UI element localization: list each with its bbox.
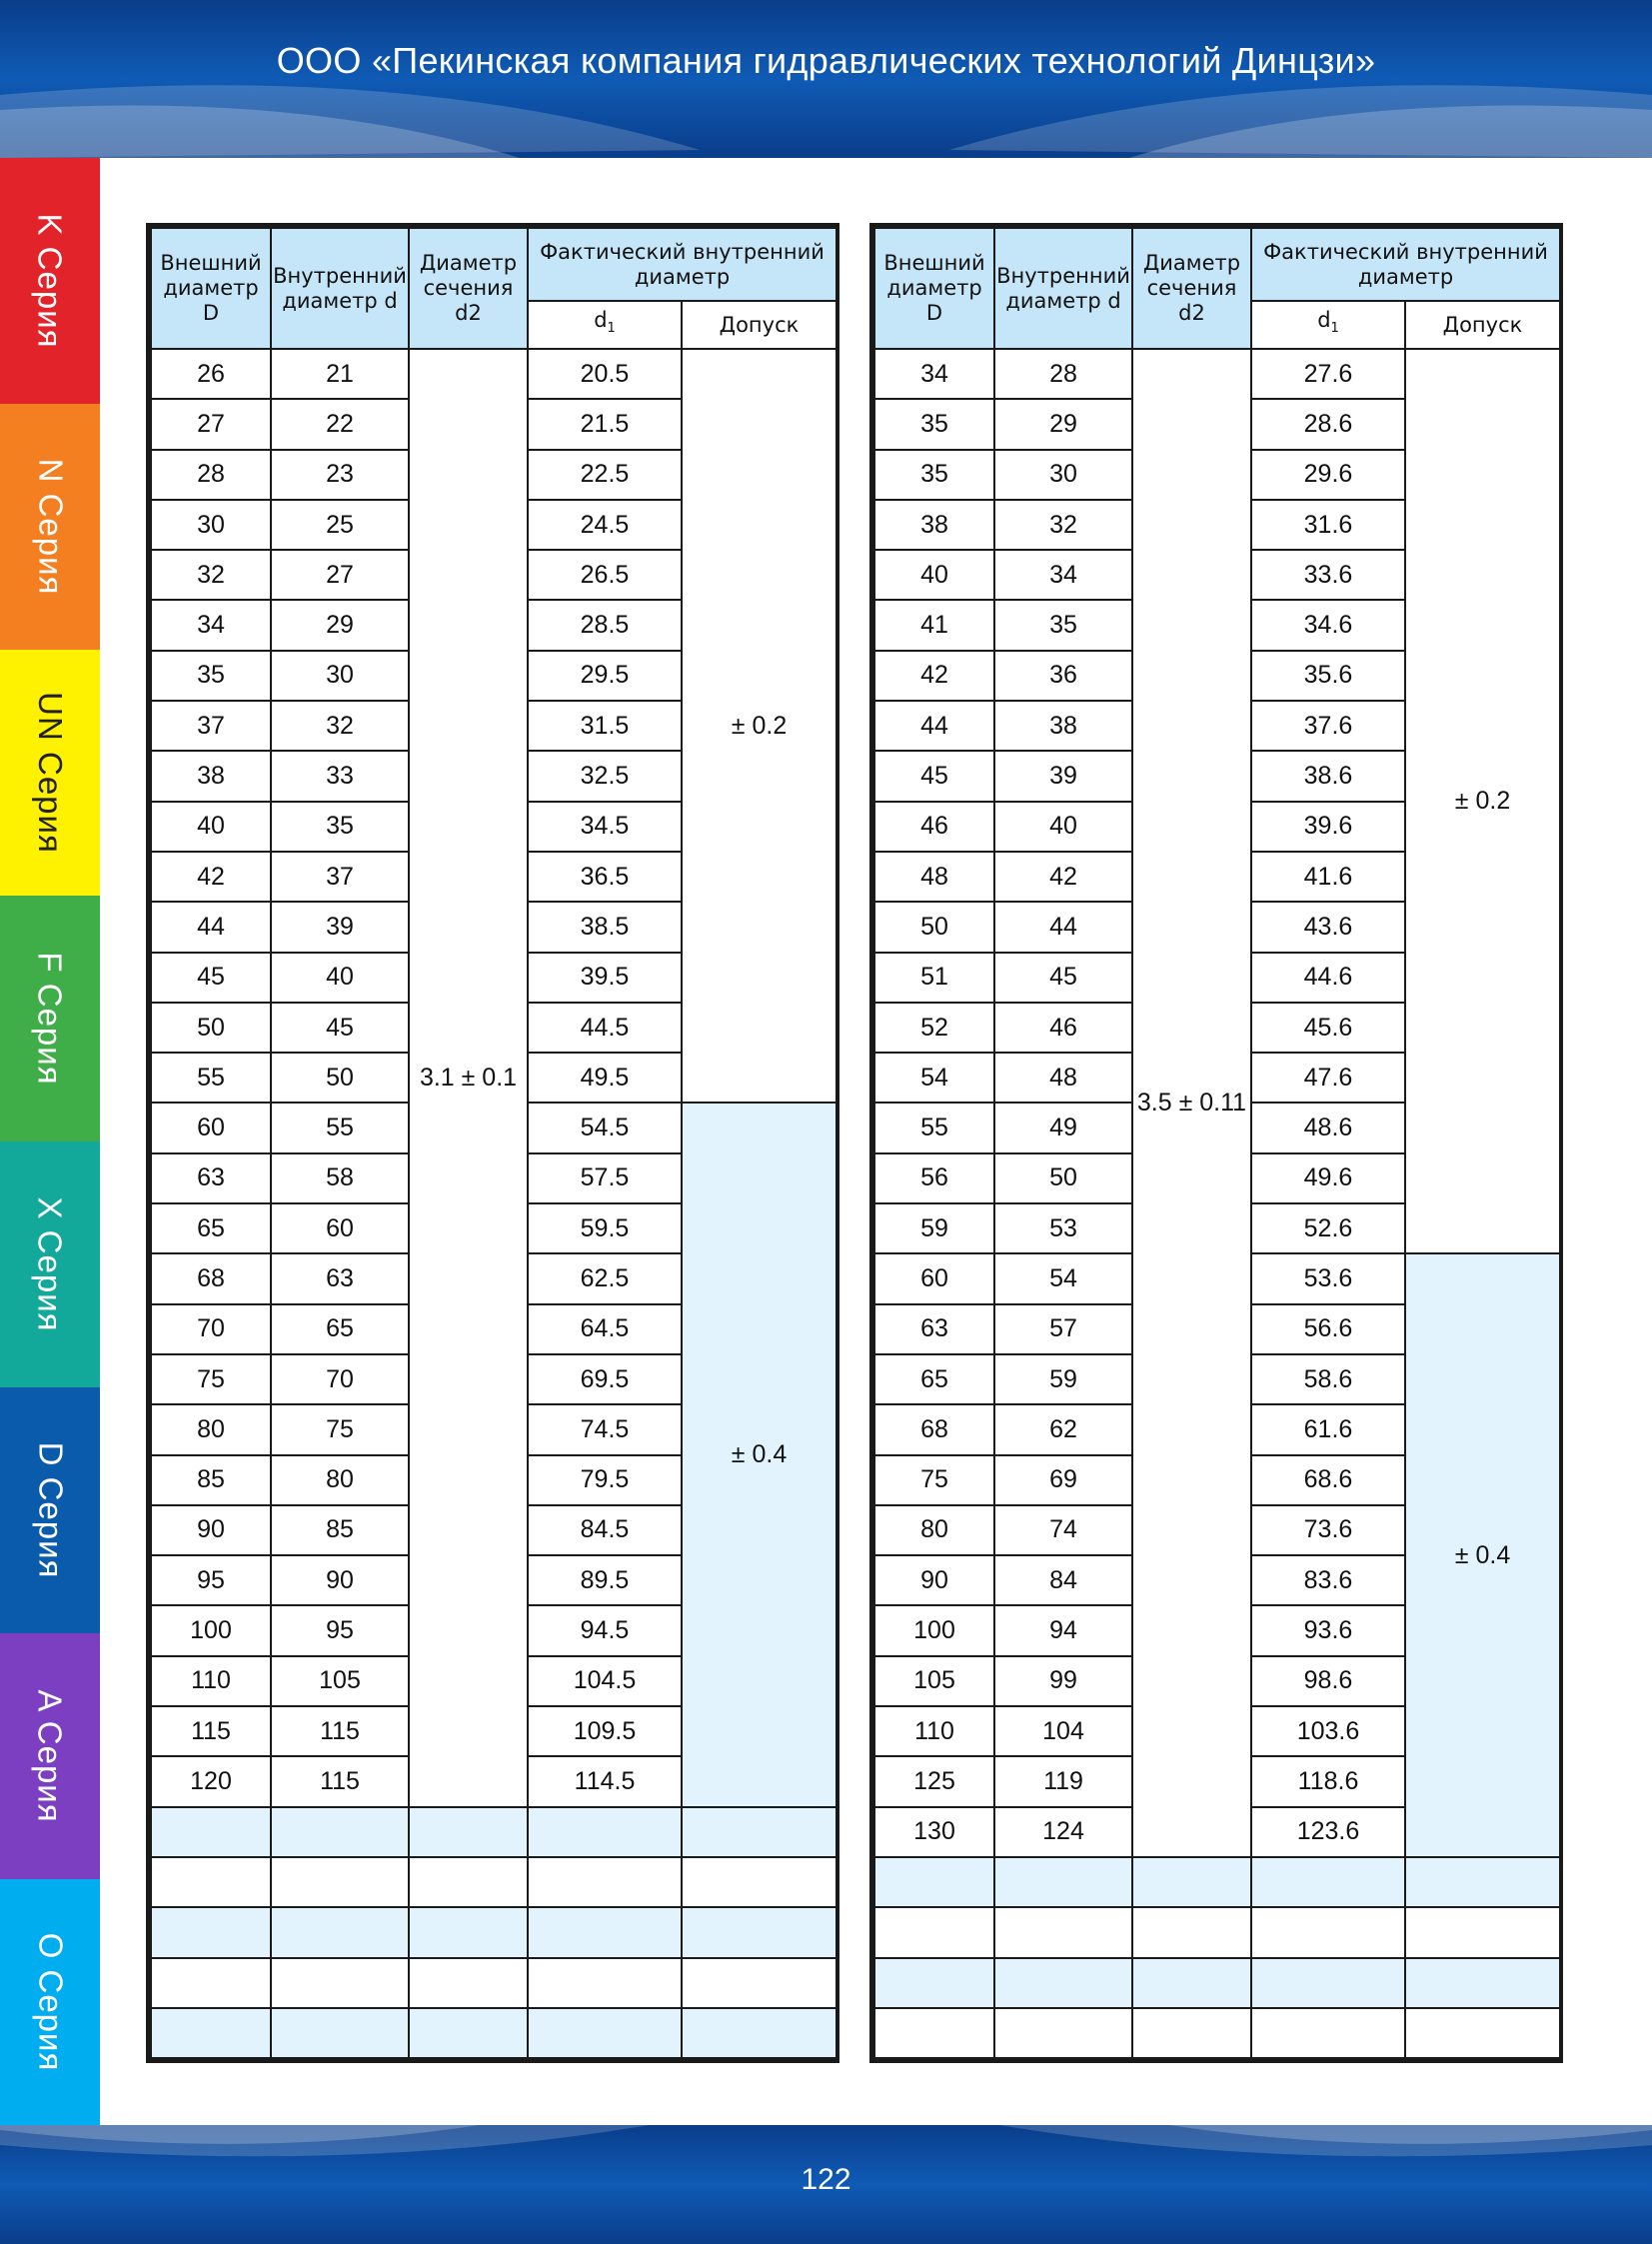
empty-cell (151, 1807, 271, 1857)
header-section-diameter: Диаметр сечения d2 (1132, 228, 1251, 349)
empty-cell (1405, 1907, 1560, 1957)
outer-diameter-cell: 63 (874, 1304, 994, 1354)
outer-diameter-cell: 37 (151, 701, 271, 751)
actual-d1-cell: 52.6 (1251, 1203, 1405, 1253)
outer-diameter-cell: 125 (874, 1756, 994, 1806)
outer-diameter-cell: 63 (151, 1153, 271, 1203)
inner-diameter-cell: 38 (994, 701, 1132, 751)
actual-d1-cell: 45.6 (1251, 1003, 1405, 1053)
actual-d1-cell: 69.5 (528, 1354, 682, 1404)
right-table (869, 223, 1563, 2063)
actual-d1-cell: 89.5 (528, 1555, 682, 1605)
table-row (151, 1807, 836, 1857)
empty-cell (271, 1907, 409, 1957)
actual-d1-cell: 24.5 (528, 500, 682, 550)
inner-diameter-cell: 40 (994, 802, 1132, 852)
outer-diameter-cell: 60 (874, 1253, 994, 1303)
empty-cell (409, 1807, 528, 1857)
outer-diameter-cell: 40 (874, 550, 994, 600)
inner-diameter-cell: 74 (994, 1505, 1132, 1555)
actual-d1-cell: 38.5 (528, 902, 682, 952)
series-tab[interactable] (0, 1387, 100, 1633)
header-outer-diameter: Внешний диаметр D (151, 228, 271, 349)
inner-diameter-cell: 23 (271, 450, 409, 500)
actual-d1-cell: 114.5 (528, 1756, 682, 1806)
outer-diameter-cell: 28 (151, 450, 271, 500)
outer-diameter-cell: 75 (874, 1455, 994, 1505)
actual-d1-cell: 98.6 (1251, 1656, 1405, 1706)
inner-diameter-cell: 45 (994, 953, 1132, 1003)
empty-cell (271, 1958, 409, 2008)
actual-d1-cell: 33.6 (1251, 550, 1405, 600)
inner-diameter-cell: 94 (994, 1605, 1132, 1655)
actual-d1-cell: 43.6 (1251, 902, 1405, 952)
actual-d1-cell: 20.5 (528, 349, 682, 399)
outer-diameter-cell: 34 (151, 600, 271, 650)
actual-d1-cell: 59.5 (528, 1203, 682, 1253)
outer-diameter-cell: 90 (874, 1555, 994, 1605)
outer-diameter-cell: 68 (874, 1404, 994, 1454)
empty-cell (1251, 1907, 1405, 1957)
inner-diameter-cell: 27 (271, 550, 409, 600)
outer-diameter-cell: 35 (874, 399, 994, 449)
actual-d1-cell: 109.5 (528, 1706, 682, 1756)
table-row (151, 2008, 836, 2058)
header-tolerance: Допуск (682, 301, 836, 349)
series-tab[interactable] (0, 158, 100, 404)
actual-d1-cell: 58.6 (1251, 1354, 1405, 1404)
table-row (151, 1857, 836, 1907)
outer-diameter-cell: 54 (874, 1053, 994, 1103)
inner-diameter-cell: 75 (271, 1404, 409, 1454)
actual-d1-cell: 37.6 (1251, 701, 1405, 751)
empty-cell (1251, 1857, 1405, 1907)
actual-d1-cell: 64.5 (528, 1304, 682, 1354)
empty-cell (151, 1907, 271, 1957)
series-tab-label: O Серия (32, 1932, 69, 2072)
inner-diameter-cell: 40 (271, 953, 409, 1003)
outer-diameter-cell: 85 (151, 1455, 271, 1505)
empty-cell (528, 1907, 682, 1957)
footer-banner (0, 2125, 1652, 2244)
empty-cell (1132, 2008, 1251, 2058)
inner-diameter-cell: 60 (271, 1203, 409, 1253)
outer-diameter-cell: 100 (874, 1605, 994, 1655)
actual-d1-cell: 73.6 (1251, 1505, 1405, 1555)
series-tab-label: D Серия (32, 1441, 69, 1579)
actual-d1-cell: 61.6 (1251, 1404, 1405, 1454)
empty-cell (1405, 2008, 1560, 2058)
empty-cell (409, 1907, 528, 1957)
inner-diameter-cell: 33 (271, 751, 409, 801)
outer-diameter-cell: 38 (151, 751, 271, 801)
inner-diameter-cell: 30 (271, 651, 409, 701)
outer-diameter-cell: 34 (874, 349, 994, 399)
inner-diameter-cell: 28 (994, 349, 1132, 399)
empty-cell (409, 1857, 528, 1907)
actual-d1-cell: 47.6 (1251, 1053, 1405, 1103)
empty-cell (682, 1857, 836, 1907)
empty-cell (528, 2008, 682, 2058)
actual-d1-cell: 93.6 (1251, 1605, 1405, 1655)
outer-diameter-cell: 32 (151, 550, 271, 600)
section-diameter-cell: 3.5 ± 0.11 (1132, 349, 1251, 1857)
outer-diameter-cell: 110 (874, 1706, 994, 1756)
actual-d1-cell: 79.5 (528, 1455, 682, 1505)
left-table-body (151, 349, 836, 2058)
empty-cell (1132, 1857, 1251, 1907)
outer-diameter-cell: 51 (874, 953, 994, 1003)
actual-d1-cell: 68.6 (1251, 1455, 1405, 1505)
empty-cell (528, 1857, 682, 1907)
empty-cell (994, 1857, 1132, 1907)
outer-diameter-cell: 42 (151, 852, 271, 902)
inner-diameter-cell: 69 (994, 1455, 1132, 1505)
actual-d1-cell: 84.5 (528, 1505, 682, 1555)
table-row (151, 1907, 836, 1957)
empty-cell (682, 1907, 836, 1957)
empty-cell (271, 1857, 409, 1907)
inner-diameter-cell: 95 (271, 1605, 409, 1655)
actual-d1-cell: 28.6 (1251, 399, 1405, 449)
tolerance-cell: ± 0.4 (682, 1103, 836, 1806)
series-tab-label: X Серия (32, 1196, 69, 1332)
outer-diameter-cell: 59 (874, 1203, 994, 1253)
actual-d1-cell: 118.6 (1251, 1756, 1405, 1806)
header-actual-inner-diameter: Фактический внутренний диаметр (1251, 228, 1560, 301)
actual-d1-cell: 44.6 (1251, 953, 1405, 1003)
empty-cell (1251, 2008, 1405, 2058)
actual-d1-cell: 83.6 (1251, 1555, 1405, 1605)
header-inner-diameter: Внутренний диаметр d (271, 228, 409, 349)
empty-cell (528, 1958, 682, 2008)
inner-diameter-cell: 55 (271, 1103, 409, 1152)
inner-diameter-cell: 84 (994, 1555, 1132, 1605)
empty-cell (1405, 1857, 1560, 1907)
inner-diameter-cell: 65 (271, 1304, 409, 1354)
outer-diameter-cell: 130 (874, 1807, 994, 1857)
actual-d1-cell: 31.5 (528, 701, 682, 751)
inner-diameter-cell: 42 (994, 852, 1132, 902)
inner-diameter-cell: 59 (994, 1354, 1132, 1404)
header-inner-diameter: Внутренний диаметр d (994, 228, 1132, 349)
actual-d1-cell: 123.6 (1251, 1807, 1405, 1857)
outer-diameter-cell: 44 (151, 902, 271, 952)
tolerance-cell: ± 0.2 (682, 349, 836, 1103)
empty-cell (994, 1907, 1132, 1957)
actual-d1-cell: 54.5 (528, 1103, 682, 1152)
outer-diameter-cell: 65 (874, 1354, 994, 1404)
outer-diameter-cell: 70 (151, 1304, 271, 1354)
page-title: ООО «Пекинская компания гидравлических технологий Динцзи» (276, 40, 1376, 81)
series-tab[interactable] (0, 404, 100, 650)
inner-diameter-cell: 85 (271, 1505, 409, 1555)
header-actual-inner-diameter: Фактический внутренний диаметр (528, 228, 836, 301)
header-outer-diameter: Внешний диаметр D (874, 228, 994, 349)
empty-cell (874, 2008, 994, 2058)
series-tab-label: UN Серия (32, 692, 69, 854)
inner-diameter-cell: 57 (994, 1304, 1132, 1354)
inner-diameter-cell: 35 (271, 802, 409, 852)
empty-cell (874, 1857, 994, 1907)
outer-diameter-cell: 35 (874, 450, 994, 500)
empty-cell (271, 2008, 409, 2058)
inner-diameter-cell: 35 (994, 600, 1132, 650)
outer-diameter-cell: 50 (874, 902, 994, 952)
inner-diameter-cell: 99 (994, 1656, 1132, 1706)
inner-diameter-cell: 105 (271, 1656, 409, 1706)
actual-d1-cell: 39.6 (1251, 802, 1405, 852)
empty-cell (994, 1958, 1132, 2008)
outer-diameter-cell: 65 (151, 1203, 271, 1253)
outer-diameter-cell: 45 (874, 751, 994, 801)
outer-diameter-cell: 42 (874, 651, 994, 701)
outer-diameter-cell: 68 (151, 1253, 271, 1303)
actual-d1-cell: 56.6 (1251, 1304, 1405, 1354)
table-row (151, 1958, 836, 2008)
outer-diameter-cell: 45 (151, 953, 271, 1003)
outer-diameter-cell: 50 (151, 1003, 271, 1053)
inner-diameter-cell: 54 (994, 1253, 1132, 1303)
outer-diameter-cell: 38 (874, 500, 994, 550)
inner-diameter-cell: 90 (271, 1555, 409, 1605)
actual-d1-cell: 29.5 (528, 651, 682, 701)
inner-diameter-cell: 21 (271, 349, 409, 399)
outer-diameter-cell: 55 (151, 1053, 271, 1103)
series-tab-label: F Серия (32, 952, 70, 1086)
inner-diameter-cell: 115 (271, 1706, 409, 1756)
outer-diameter-cell: 115 (151, 1706, 271, 1756)
inner-diameter-cell: 22 (271, 399, 409, 449)
actual-d1-cell: 104.5 (528, 1656, 682, 1706)
empty-cell (1132, 1958, 1251, 2008)
inner-diameter-cell: 124 (994, 1807, 1132, 1857)
outer-diameter-cell: 48 (874, 852, 994, 902)
outer-diameter-cell: 95 (151, 1555, 271, 1605)
header-banner (0, 0, 1652, 158)
inner-diameter-cell: 46 (994, 1003, 1132, 1053)
outer-diameter-cell: 30 (151, 500, 271, 550)
outer-diameter-cell: 46 (874, 802, 994, 852)
actual-d1-cell: 38.6 (1251, 751, 1405, 801)
series-tabs (0, 158, 100, 2125)
outer-diameter-cell: 52 (874, 1003, 994, 1053)
actual-d1-cell: 48.6 (1251, 1103, 1405, 1152)
tolerance-cell: ± 0.4 (1405, 1253, 1560, 1857)
actual-d1-cell: 26.5 (528, 550, 682, 600)
empty-cell (271, 1807, 409, 1857)
outer-diameter-cell: 26 (151, 349, 271, 399)
outer-diameter-cell: 80 (151, 1404, 271, 1454)
inner-diameter-cell: 34 (994, 550, 1132, 600)
inner-diameter-cell: 80 (271, 1455, 409, 1505)
empty-cell (994, 2008, 1132, 2058)
empty-cell (1405, 1958, 1560, 2008)
outer-diameter-cell: 27 (151, 399, 271, 449)
section-diameter-cell: 3.1 ± 0.1 (409, 349, 528, 1807)
actual-d1-cell: 53.6 (1251, 1253, 1405, 1303)
actual-d1-cell: 94.5 (528, 1605, 682, 1655)
outer-diameter-cell: 80 (874, 1505, 994, 1555)
left-table (146, 223, 839, 2063)
actual-d1-cell: 44.5 (528, 1003, 682, 1053)
inner-diameter-cell: 44 (994, 902, 1132, 952)
empty-cell (874, 1958, 994, 2008)
series-tab[interactable] (0, 896, 100, 1141)
actual-d1-cell: 57.5 (528, 1153, 682, 1203)
actual-d1-cell: 36.5 (528, 852, 682, 902)
outer-diameter-cell: 60 (151, 1103, 271, 1152)
series-tab-label: N Серия (32, 458, 69, 596)
empty-cell (682, 2008, 836, 2058)
actual-d1-cell: 41.6 (1251, 852, 1405, 902)
actual-d1-cell: 49.5 (528, 1053, 682, 1103)
table-row (874, 1907, 1560, 1957)
table-row (151, 349, 836, 399)
empty-cell (874, 1907, 994, 1957)
inner-diameter-cell: 70 (271, 1354, 409, 1404)
inner-diameter-cell: 49 (994, 1103, 1132, 1152)
actual-d1-cell: 74.5 (528, 1404, 682, 1454)
actual-d1-cell: 32.5 (528, 751, 682, 801)
page-number: 122 (801, 2163, 851, 2196)
actual-d1-cell: 29.6 (1251, 450, 1405, 500)
actual-d1-cell: 34.6 (1251, 600, 1405, 650)
actual-d1-cell: 34.5 (528, 802, 682, 852)
series-tab[interactable] (0, 1141, 100, 1387)
table-row (874, 2008, 1560, 2058)
actual-d1-cell: 22.5 (528, 450, 682, 500)
outer-diameter-cell: 90 (151, 1505, 271, 1555)
outer-diameter-cell: 44 (874, 701, 994, 751)
actual-d1-cell: 28.5 (528, 600, 682, 650)
series-tab[interactable] (0, 1633, 100, 1879)
outer-diameter-cell: 41 (874, 600, 994, 650)
inner-diameter-cell: 37 (271, 852, 409, 902)
tolerance-cell: ± 0.2 (1405, 349, 1560, 1253)
inner-diameter-cell: 62 (994, 1404, 1132, 1454)
header-section-diameter: Диаметр сечения d2 (409, 228, 528, 349)
outer-diameter-cell: 55 (874, 1103, 994, 1152)
inner-diameter-cell: 58 (271, 1153, 409, 1203)
outer-diameter-cell: 56 (874, 1153, 994, 1203)
inner-diameter-cell: 50 (271, 1053, 409, 1103)
outer-diameter-cell: 40 (151, 802, 271, 852)
outer-diameter-cell: 120 (151, 1756, 271, 1806)
actual-d1-cell: 103.6 (1251, 1706, 1405, 1756)
empty-cell (682, 1958, 836, 2008)
actual-d1-cell: 21.5 (528, 399, 682, 449)
empty-cell (151, 2008, 271, 2058)
inner-diameter-cell: 29 (994, 399, 1132, 449)
empty-cell (528, 1807, 682, 1857)
inner-diameter-cell: 29 (271, 600, 409, 650)
inner-diameter-cell: 119 (994, 1756, 1132, 1806)
empty-cell (1132, 1907, 1251, 1957)
table-row (874, 1958, 1560, 2008)
actual-d1-cell: 35.6 (1251, 651, 1405, 701)
inner-diameter-cell: 39 (271, 902, 409, 952)
inner-diameter-cell: 30 (994, 450, 1132, 500)
outer-diameter-cell: 35 (151, 651, 271, 701)
empty-cell (409, 1958, 528, 2008)
inner-diameter-cell: 45 (271, 1003, 409, 1053)
outer-diameter-cell: 110 (151, 1656, 271, 1706)
empty-cell (682, 1807, 836, 1857)
series-tab-label: K Серия (32, 213, 69, 349)
inner-diameter-cell: 63 (271, 1253, 409, 1303)
inner-diameter-cell: 115 (271, 1756, 409, 1806)
empty-cell (1251, 1958, 1405, 2008)
actual-d1-cell: 49.6 (1251, 1153, 1405, 1203)
inner-diameter-cell: 104 (994, 1706, 1132, 1756)
series-tab[interactable] (0, 650, 100, 896)
header-tolerance: Допуск (1405, 301, 1560, 349)
inner-diameter-cell: 48 (994, 1053, 1132, 1103)
header-d1: $d_1$ (1251, 301, 1405, 349)
series-tab[interactable] (0, 1879, 100, 2125)
empty-cell (151, 1958, 271, 2008)
inner-diameter-cell: 50 (994, 1153, 1132, 1203)
actual-d1-cell: 39.5 (528, 953, 682, 1003)
outer-diameter-cell: 105 (874, 1656, 994, 1706)
header-d1: $d_1$ (528, 301, 682, 349)
inner-diameter-cell: 25 (271, 500, 409, 550)
actual-d1-cell: 62.5 (528, 1253, 682, 1303)
actual-d1-cell: 31.6 (1251, 500, 1405, 550)
inner-diameter-cell: 53 (994, 1203, 1132, 1253)
table-row (874, 349, 1560, 399)
outer-diameter-cell: 75 (151, 1354, 271, 1404)
inner-diameter-cell: 36 (994, 651, 1132, 701)
outer-diameter-cell: 100 (151, 1605, 271, 1655)
series-tab-label: A Серия (32, 1689, 70, 1823)
table-row (874, 1857, 1560, 1907)
empty-cell (409, 2008, 528, 2058)
inner-diameter-cell: 39 (994, 751, 1132, 801)
right-table-body (874, 349, 1560, 2058)
inner-diameter-cell: 32 (994, 500, 1132, 550)
actual-d1-cell: 27.6 (1251, 349, 1405, 399)
empty-cell (151, 1857, 271, 1907)
inner-diameter-cell: 32 (271, 701, 409, 751)
